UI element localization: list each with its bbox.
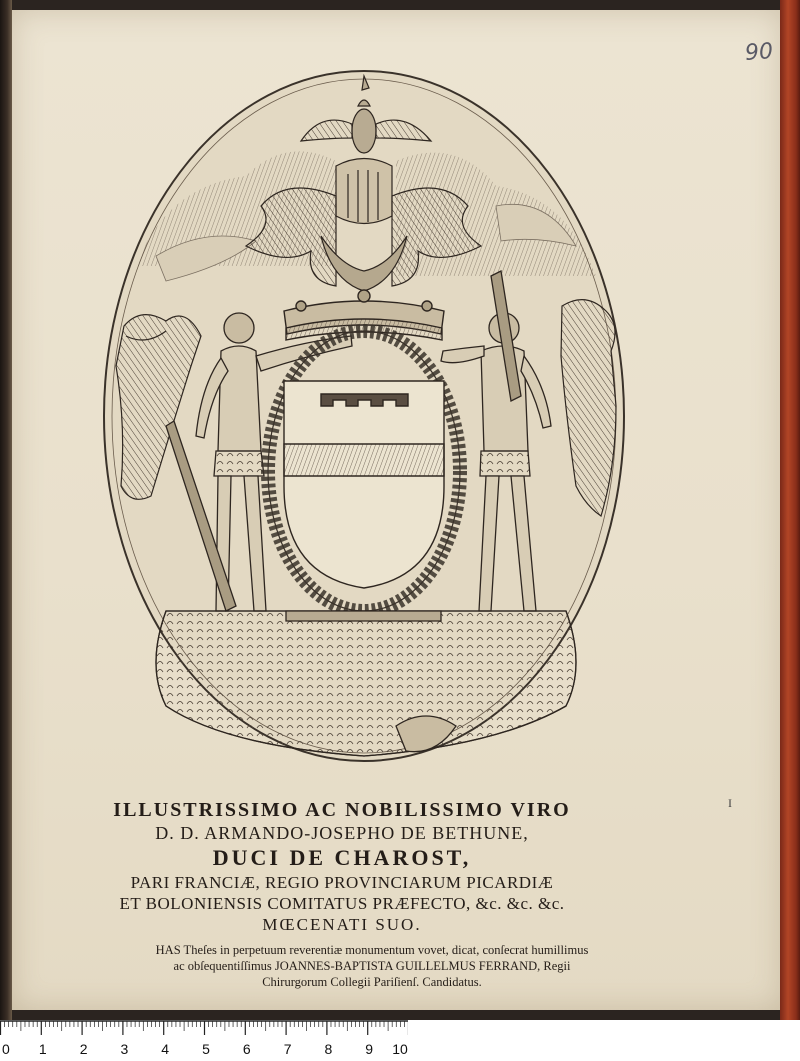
dedication-line-2: D. D. ARMANDO-JOSEPHO DE BETHUNE,: [155, 823, 529, 843]
ruler-label: 9: [365, 1041, 374, 1057]
small-line-2: ac obſequentiſſimus JOANNES-BAPTISTA GUILLELMUS FERRAND, Regii: [173, 959, 571, 973]
measurement-ruler: [0, 1020, 800, 1061]
ruler-label: 10: [392, 1041, 408, 1057]
page-number: 90: [744, 39, 774, 66]
ruler-label: 1: [38, 1041, 47, 1057]
ruler-label: 0: [2, 1041, 10, 1057]
dedication-line-3: DUCI DE CHAROST,: [212, 845, 472, 870]
stray-mark: I: [728, 796, 732, 810]
shield: [284, 381, 444, 588]
engraved-coat-of-arms: [96, 66, 632, 782]
dedication-line-4: PARI FRANCIÆ, REGIO PROVINCIARUM PICARDIÆ: [130, 873, 554, 892]
binding-edge-right: [780, 0, 800, 1020]
ruler-label: 8: [324, 1041, 333, 1057]
dedication-block: [32, 798, 652, 990]
ruler-label: 4: [161, 1041, 170, 1057]
dedication-line-6: MŒCENATI SUO.: [262, 915, 422, 934]
binding-edge-left: [0, 0, 12, 1020]
ruler-label: 3: [120, 1041, 129, 1057]
ruler-label: 2: [79, 1041, 88, 1057]
book-page: [12, 10, 782, 1010]
ruler-label: 7: [283, 1041, 292, 1057]
dedication-line-1: ILLUSTRISSIMO AC NOBILISSIMO VIRO: [113, 799, 571, 821]
helmet: [336, 159, 392, 224]
ermine-mantle: [156, 611, 576, 756]
ruler-scale: [0, 1020, 408, 1061]
small-line-3: Chirurgorum Collegii Pariſienſ. Candidatus.: [262, 975, 482, 989]
dedication-small-print: [32, 942, 652, 990]
small-line-1: HAS Theſes in perpetuum reverentiæ monumentum vovet, dicat, conſecrat humillimus: [155, 943, 589, 957]
ruler-label: 5: [202, 1041, 210, 1057]
dedication-line-5: ET BOLONIENSIS COMITATUS PRÆFECTO, &c. &c. &c.: [119, 894, 565, 913]
ruler-label: 6: [242, 1041, 251, 1057]
